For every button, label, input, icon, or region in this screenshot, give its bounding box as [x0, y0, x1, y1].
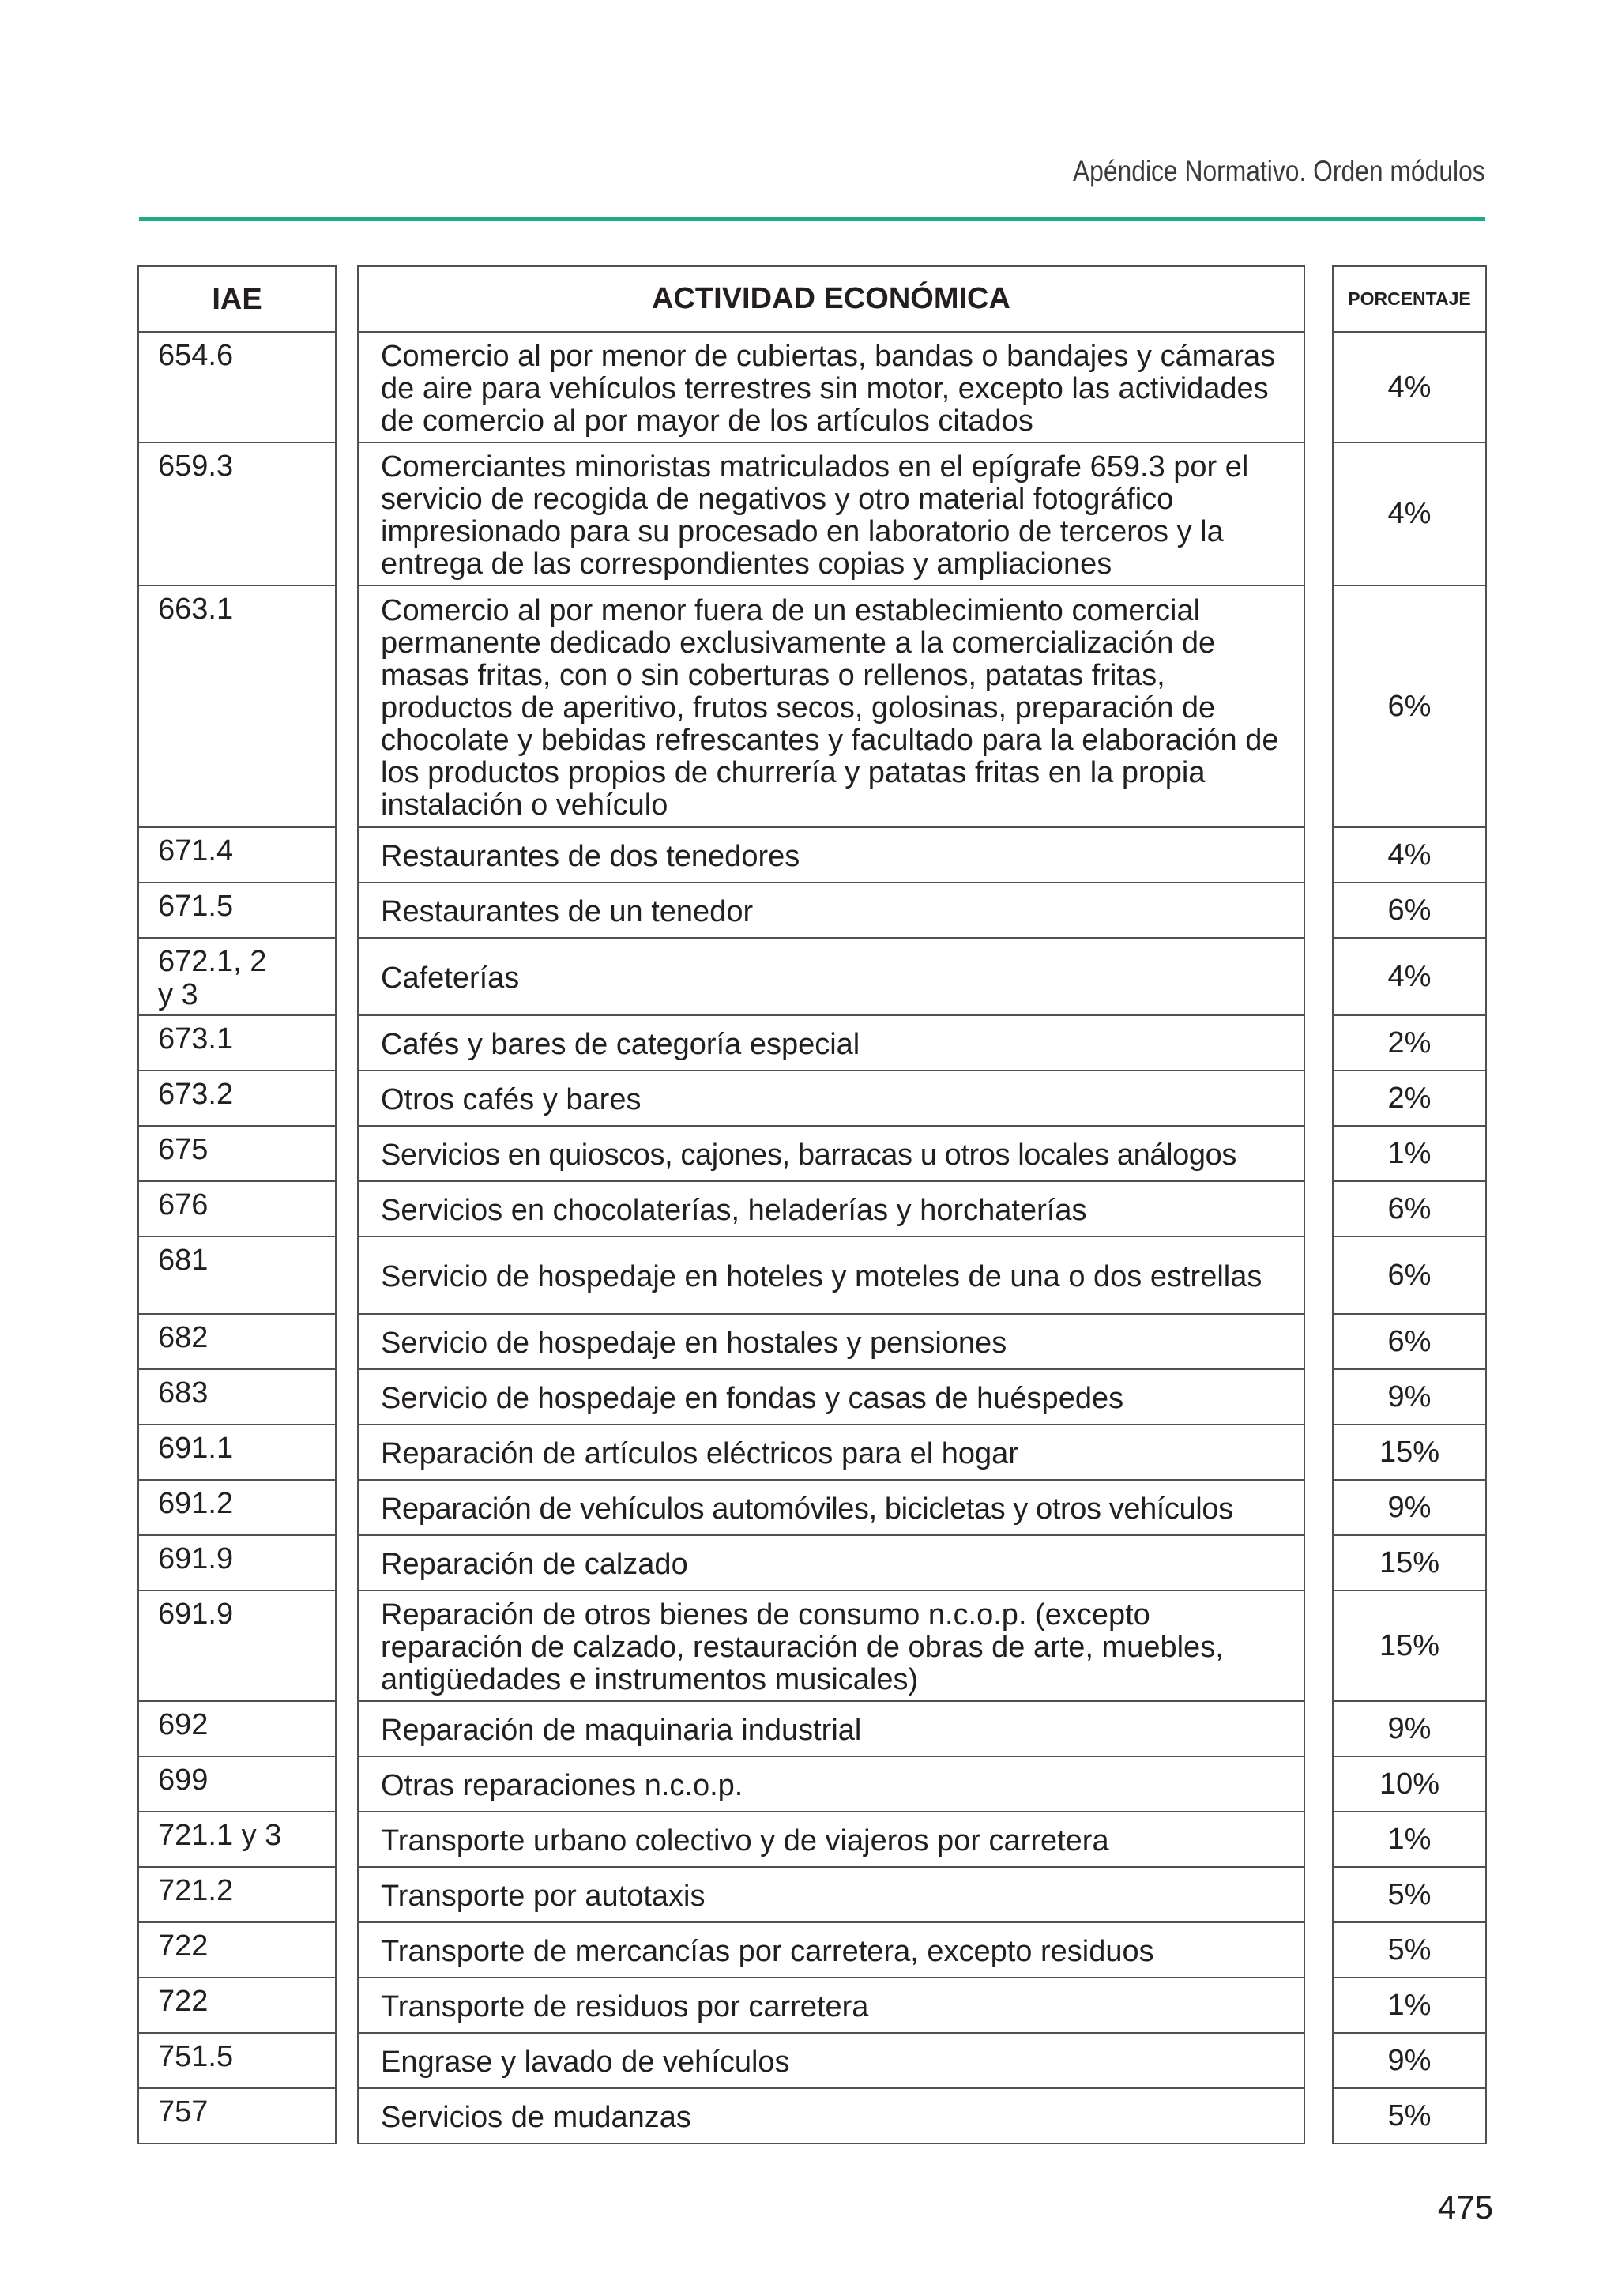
activity-description: Servicios de mudanzas — [357, 2089, 1305, 2144]
table-row — [137, 2034, 1487, 2089]
percentage-value: 4% — [1332, 333, 1487, 443]
iae-percentage-table — [137, 265, 1487, 2144]
activity-description: Servicios en quioscos, cajones, barracas u otros locales análogos — [357, 1127, 1305, 1182]
table-row — [137, 1127, 1487, 1182]
activity-description: Cafeterías — [357, 939, 1305, 1016]
percentage-value: 10% — [1332, 1757, 1487, 1812]
activity-description: Comercio al por menor fuera de un establecimiento comercial permanente dedicado exclusivamente a la comercialización de masas fritas, con o sin coberturas o rellenos, patatas fritas, productos de aperitivo, frutos secos, golosinas, preparación de chocolate y bebidas refrescantes y facultado para la elaboración de los productos propios de churrería y patatas fritas en la propia instalación o vehículo — [357, 586, 1305, 828]
table-row — [137, 1591, 1487, 1702]
percentage-value: 5% — [1332, 1868, 1487, 1923]
activity-description: Transporte de residuos por carretera — [357, 1978, 1305, 2034]
iae-code: 659.3 — [137, 443, 337, 586]
activity-description: Restaurantes de un tenedor — [357, 883, 1305, 939]
iae-code: 722 — [137, 1923, 337, 1978]
iae-code: 722 — [137, 1978, 337, 2034]
iae-code: 681 — [137, 1237, 337, 1315]
table-row — [137, 1425, 1487, 1481]
activity-description: Engrase y lavado de vehículos — [357, 2034, 1305, 2089]
activity-description: Reparación de calzado — [357, 1536, 1305, 1591]
table-row — [137, 1071, 1487, 1127]
table-row — [137, 828, 1487, 883]
table-row — [137, 1757, 1487, 1812]
percentage-value: 9% — [1332, 2034, 1487, 2089]
iae-code: 676 — [137, 1182, 337, 1237]
activity-description: Cafés y bares de categoría especial — [357, 1016, 1305, 1071]
iae-code: 673.1 — [137, 1016, 337, 1071]
percentage-value: 9% — [1332, 1702, 1487, 1757]
percentage-value: 6% — [1332, 1315, 1487, 1370]
iae-code: 751.5 — [137, 2034, 337, 2089]
iae-code: 671.4 — [137, 828, 337, 883]
percentage-value: 2% — [1332, 1016, 1487, 1071]
iae-code: 682 — [137, 1315, 337, 1370]
activity-description: Transporte urbano colectivo y de viajeros por carretera — [357, 1812, 1305, 1868]
activity-description: Reparación de otros bienes de consumo n.c.o.p. (excepto reparación de calzado, restauración de obras de arte, muebles, antigüedades e instrumentos musicales) — [357, 1591, 1305, 1702]
percentage-value: 1% — [1332, 1812, 1487, 1868]
table-row — [137, 1536, 1487, 1591]
iae-code: 671.5 — [137, 883, 337, 939]
column-header-actividad: ACTIVIDAD ECONÓMICA — [357, 265, 1305, 333]
activity-description: Transporte de mercancías por carretera, excepto residuos — [357, 1923, 1305, 1978]
activity-description: Reparación de maquinaria industrial — [357, 1702, 1305, 1757]
percentage-value: 9% — [1332, 1370, 1487, 1425]
percentage-value: 4% — [1332, 443, 1487, 586]
percentage-value: 6% — [1332, 883, 1487, 939]
page-number: 475 — [1437, 2189, 1493, 2226]
table-row — [137, 1978, 1487, 2034]
iae-code: 672.1, 2 y 3 — [137, 939, 337, 1016]
table-row — [137, 1702, 1487, 1757]
table-row — [137, 1481, 1487, 1536]
iae-code: 721.2 — [137, 1868, 337, 1923]
table-header-row — [137, 265, 1487, 333]
table-row — [137, 1315, 1487, 1370]
percentage-value: 4% — [1332, 939, 1487, 1016]
table-row — [137, 1182, 1487, 1237]
iae-code: 757 — [137, 2089, 337, 2144]
column-header-iae: IAE — [137, 265, 337, 333]
activity-description: Transporte por autotaxis — [357, 1868, 1305, 1923]
header-divider — [139, 217, 1485, 221]
iae-code: 691.9 — [137, 1536, 337, 1591]
activity-description: Comercio al por menor de cubiertas, bandas o bandajes y cámaras de aire para vehículos terrestres sin motor, excepto las actividades de comercio al por mayor de los artículos citados — [357, 333, 1305, 443]
table-row — [137, 939, 1487, 1016]
table-row — [137, 1370, 1487, 1425]
percentage-value: 5% — [1332, 1923, 1487, 1978]
table-row — [137, 1812, 1487, 1868]
iae-code: 675 — [137, 1127, 337, 1182]
percentage-value: 4% — [1332, 828, 1487, 883]
table-row — [137, 2089, 1487, 2144]
table-row — [137, 1237, 1487, 1315]
table-row — [137, 586, 1487, 828]
iae-code: 654.6 — [137, 333, 337, 443]
percentage-value: 15% — [1332, 1425, 1487, 1481]
percentage-value: 1% — [1332, 1127, 1487, 1182]
activity-description: Reparación de vehículos automóviles, bicicletas y otros vehículos — [357, 1481, 1305, 1536]
percentage-value: 9% — [1332, 1481, 1487, 1536]
iae-code: 721.1 y 3 — [137, 1812, 337, 1868]
percentage-value: 5% — [1332, 2089, 1487, 2144]
activity-description: Otros cafés y bares — [357, 1071, 1305, 1127]
table-row — [137, 883, 1487, 939]
iae-code: 691.1 — [137, 1425, 337, 1481]
percentage-value: 15% — [1332, 1591, 1487, 1702]
activity-description: Restaurantes de dos tenedores — [357, 828, 1305, 883]
table-row — [137, 1923, 1487, 1978]
percentage-value: 1% — [1332, 1978, 1487, 2034]
percentage-value: 2% — [1332, 1071, 1487, 1127]
iae-code: 691.9 — [137, 1591, 337, 1702]
iae-code: 692 — [137, 1702, 337, 1757]
activity-description: Servicio de hospedaje en hoteles y moteles de una o dos estrellas — [357, 1237, 1305, 1315]
running-header-title: Apéndice Normativo. Orden módulos — [1073, 155, 1485, 187]
table-row — [137, 443, 1487, 586]
percentage-value: 15% — [1332, 1536, 1487, 1591]
percentage-value: 6% — [1332, 1182, 1487, 1237]
activity-description: Reparación de artículos eléctricos para el hogar — [357, 1425, 1305, 1481]
column-header-porcentaje: PORCENTAJE — [1332, 265, 1487, 333]
iae-code: 673.2 — [137, 1071, 337, 1127]
table-row — [137, 1016, 1487, 1071]
iae-code: 683 — [137, 1370, 337, 1425]
iae-code: 699 — [137, 1757, 337, 1812]
percentage-value: 6% — [1332, 586, 1487, 828]
iae-code: 663.1 — [137, 586, 337, 828]
activity-description: Servicio de hospedaje en hostales y pensiones — [357, 1315, 1305, 1370]
iae-code: 691.2 — [137, 1481, 337, 1536]
activity-description: Servicios en chocolaterías, heladerías y horchaterías — [357, 1182, 1305, 1237]
table-row — [137, 333, 1487, 443]
activity-description: Servicio de hospedaje en fondas y casas de huéspedes — [357, 1370, 1305, 1425]
table-row — [137, 1868, 1487, 1923]
percentage-value: 6% — [1332, 1237, 1487, 1315]
activity-description: Otras reparaciones n.c.o.p. — [357, 1757, 1305, 1812]
activity-description: Comerciantes minoristas matriculados en el epígrafe 659.3 por el servicio de recogida de negativos y otro material fotográfico impresionado para su procesado en laboratorio de terceros y la entrega de las correspondientes copias y ampliaciones — [357, 443, 1305, 586]
